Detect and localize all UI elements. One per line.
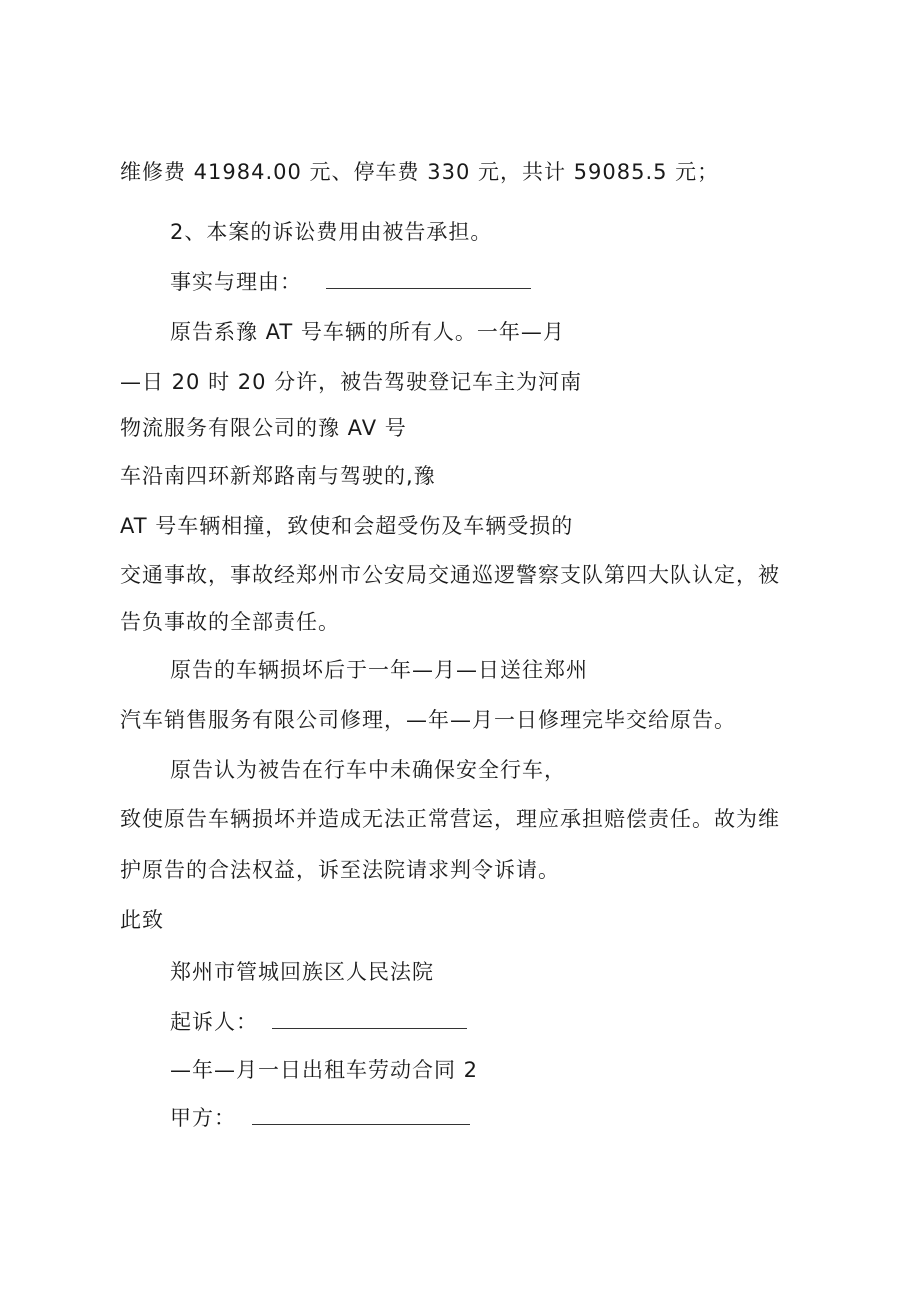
fill-blank-line xyxy=(252,1106,470,1125)
text-line-with-blank xyxy=(170,1008,467,1036)
salutation: 此致 xyxy=(120,908,164,932)
text-line: —年—月一日出租车劳动合同 2 xyxy=(170,1058,479,1082)
text-line-with-blank xyxy=(170,268,531,296)
plaintiff-label: 起诉人： xyxy=(170,1010,258,1034)
text-line: 2、本案的诉讼费用由被告承担。 xyxy=(170,220,493,244)
text-line: 护原告的合法权益，诉至法院请求判令诉请。 xyxy=(120,858,560,882)
fill-blank-line xyxy=(326,270,531,289)
text-line: AT 号车辆相撞，致使和会超受伤及车辆受损的 xyxy=(120,514,574,538)
party-a-label: 甲方： xyxy=(170,1106,236,1130)
text-line: 交通事故，事故经郑州市公安局交通巡逻警察支队第四大队认定，被 xyxy=(120,563,780,587)
fill-blank-line xyxy=(272,1010,467,1029)
text-line: 原告的车辆损坏后于一年—月—日送往郑州 xyxy=(170,658,588,682)
text-line: 告负事故的全部责任。 xyxy=(120,610,340,634)
fact-reason-label: 事实与理由： xyxy=(170,270,302,294)
text-line: 原告认为被告在行车中未确保安全行车， xyxy=(170,758,566,782)
text-line-with-blank xyxy=(170,1104,470,1132)
text-line: 汽车销售服务有限公司修理，—年—月一日修理完毕交给原告。 xyxy=(120,708,736,732)
text-line: 车沿南四环新郑路南与驾驶的,豫 xyxy=(120,464,436,488)
text-line: 原告系豫 AT 号车辆的所有人。一年—月 xyxy=(170,320,565,344)
court-name: 郑州市管城回族区人民法院 xyxy=(170,960,434,984)
text-line: 维修费 41984.00 元、停车费 330 元，共计 59085.5 元； xyxy=(120,160,720,184)
text-line: —日 20 时 20 分许，被告驾驶登记车主为河南 xyxy=(120,370,583,394)
text-line: 物流服务有限公司的豫 AV 号 xyxy=(120,416,407,440)
text-line: 致使原告车辆损坏并造成无法正常营运，理应承担赔偿责任。故为维 xyxy=(120,807,780,831)
